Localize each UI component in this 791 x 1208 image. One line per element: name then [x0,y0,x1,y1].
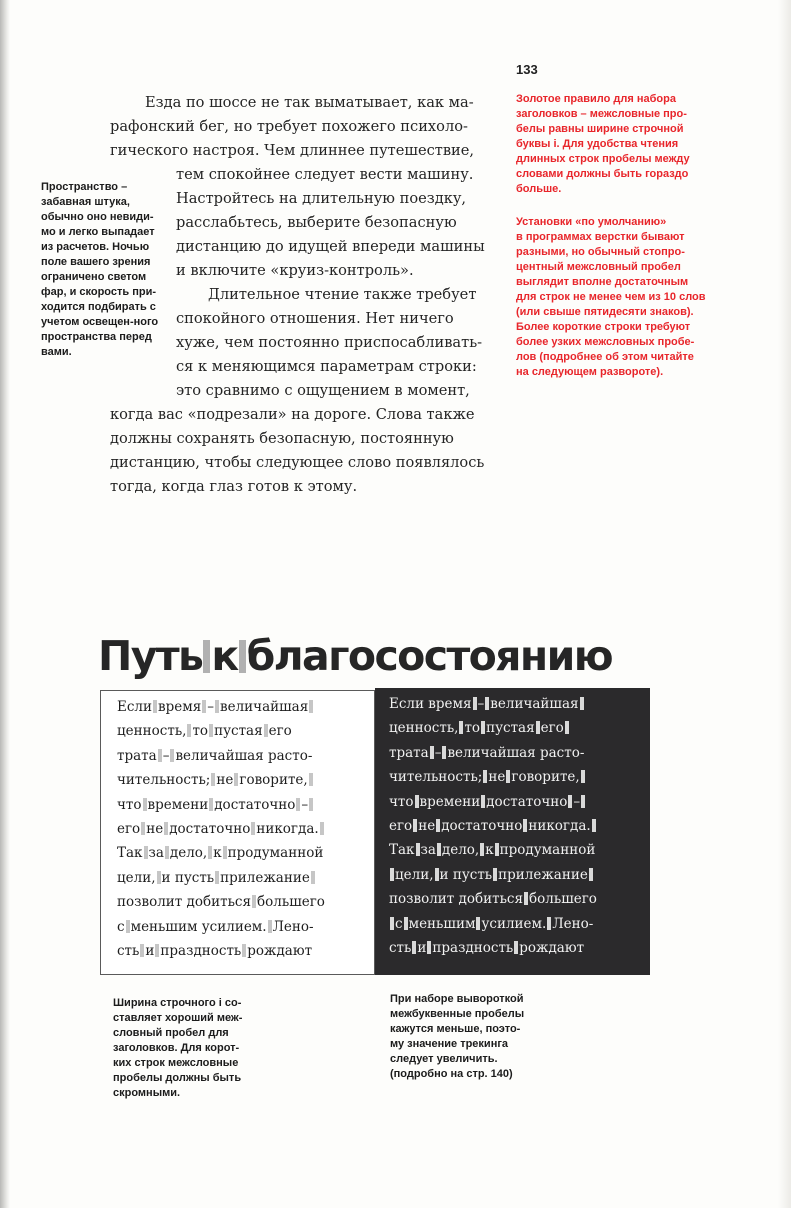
word-space-marker [209,724,213,737]
sample-word: времени [419,793,481,810]
sample-word: прилежание [498,866,588,883]
red-note-line: буквы i. Для удобства чтения [516,138,679,150]
sample-word: за [148,845,164,862]
word-space-marker [268,920,272,933]
word-space-marker [251,822,255,835]
sample-word: Лено- [552,915,594,932]
main-text-line: рафонский бег, но требует похожего психоло- [110,118,468,135]
sample-word: и [145,943,155,959]
word-space-marker [413,819,417,832]
word-space-marker [568,795,572,808]
caption-line: При наборе вывороткой [390,993,524,1005]
sample-word: и [417,940,427,956]
red-note-line: лов (подробнее об этом читайте [516,351,694,363]
sample-word: к [213,845,222,862]
caption-line: кажутся меньше, поэто- [390,1023,521,1035]
word-space-marker [208,846,212,859]
sample-word: его [540,720,564,737]
sample-word: достаточно [486,793,568,810]
sample-word: то [192,723,209,740]
sample-word: усилием. [481,915,547,932]
word-space-marker [404,917,408,930]
sample-line [117,772,314,788]
sample-word: Так [389,842,415,859]
sample-word: что [117,796,142,813]
main-text-line: дистанцию до идущей впереди машины [176,238,485,255]
word-space-marker [320,822,324,835]
sample-word: – [434,744,442,761]
sample-box-light [100,690,375,975]
heading-space-marker [239,640,246,673]
sample-word: и пусть [439,866,493,883]
caption-line: ких строк межсловные [113,1057,239,1069]
word-space-marker [427,941,431,954]
sample-word: что [389,793,414,810]
caption-line: заголовков. Для корот- [113,1042,240,1054]
red-note-line: заголовков – межсловные про- [516,108,687,120]
word-space-marker [165,846,169,859]
word-space-marker [436,819,440,832]
sample-word: дело, [441,842,480,859]
word-space-marker [223,846,227,859]
red-note-line: больше. [516,183,562,195]
word-space-marker [158,749,162,762]
sample-word: ценность, [117,723,187,740]
word-space-marker [524,892,528,905]
sample-line [117,748,312,764]
word-space-marker [141,822,145,835]
sample-word: продуманной [227,845,324,862]
sample-word: к [485,842,494,859]
sample-word: сть [389,940,412,956]
sample-word: величайшая расто- [447,744,585,761]
sample-word: и пусть [161,869,215,886]
sample-line [389,940,584,956]
red-note-line: центный межсловный пробел [516,261,681,273]
sample-line [117,894,325,910]
sample-word: рождают [519,940,585,956]
sample-line [389,867,594,883]
page-number: 133 [516,62,538,77]
red-note-line: разными, но обычный стопро- [516,246,685,258]
sample-word: прилежание [220,869,310,886]
word-space-marker [202,700,206,713]
red-note-line: для строк не менее чем из 10 слов [516,291,706,303]
word-space-marker [390,917,394,930]
red-note-line: Установки «по умолчанию» [516,216,667,228]
word-space-marker [592,819,596,832]
sample-word: рождают [247,943,313,959]
heading-word: Путь [98,632,203,680]
main-text-line: расслабьтесь, выберите безопасную [176,214,457,231]
sample-word: не [488,769,506,786]
sample-word: времени [147,796,209,813]
word-space-marker [311,871,315,884]
heading-word: благосостоянию [246,632,613,680]
sample-word: достаточно [441,818,523,834]
word-space-marker [264,724,268,737]
caption-line: Ширина строчного i со- [113,997,242,1009]
sample-word: говорите, [239,772,308,789]
word-space-marker [480,843,484,856]
sample-word: Если время [389,696,472,712]
sample-word: – [162,747,170,764]
sample-word: его [389,818,413,834]
sample-line [117,870,316,886]
caption-line: (подробно на стр. 140) [390,1068,513,1080]
sample-line [117,821,325,837]
heading-word: к [211,632,238,680]
caption-line: му значение трекинга [390,1038,509,1050]
sample-word: не [216,772,234,789]
sample-word: позволит добиться [117,894,252,911]
sample-word: праздность [432,940,514,956]
main-text-line: Настройтесь на длительную поездку, [176,190,467,207]
margin-note-left: Пространство – забавная штука, обычно оно невиди-мо и легко выпадает из расчетов. Ночью поле вашего зрения ограничено светом фар, и скорость при-ходится подбирать с учетом освещен-ного пространства перед вами. [41,181,159,358]
word-space-marker [589,868,593,881]
sample-line [389,745,584,761]
sample-word: пустая [214,723,263,740]
word-space-marker [581,795,585,808]
main-text-line: и включите «круиз-контроль». [176,262,414,279]
sample-word: дело, [169,845,208,862]
sample-box-dark [375,688,650,975]
sample-word: цели, [395,866,434,883]
word-space-marker [481,795,485,808]
sample-word: с [395,915,403,932]
red-note-line: выглядит вполне достаточным [516,276,689,288]
word-space-marker [415,795,419,808]
caption-line: словный пробел для [113,1027,229,1039]
word-space-marker [412,941,416,954]
sample-word: за [420,842,436,859]
sample-line [117,699,314,715]
sample-word: чительность; [117,772,211,789]
word-space-marker [536,721,540,734]
heading-space-marker [203,640,210,673]
sample-word: – [207,699,214,715]
word-space-marker [211,773,215,786]
word-space-marker [170,749,174,762]
main-text-line: тогда, когда глаз готов к этому. [110,478,358,495]
main-text-line: Длительное чтение также требует [208,286,477,303]
sample-word: большего [257,894,325,911]
caption-line: следует увеличить. [390,1053,498,1065]
main-text-line: хуже, чем постоянно приспосабливать- [176,334,483,351]
caption-line: ставляет хороший меж- [113,1012,243,1024]
red-note-line: длинных строк пробелы между [516,153,690,165]
sample-word: его [268,723,292,740]
sample-line [389,891,597,907]
red-note-line: на следующем развороте). [516,366,664,378]
word-space-marker [296,798,300,811]
word-space-marker [547,917,551,930]
word-space-marker [416,843,420,856]
main-text-line: спокойного отношения. Нет ничего [176,310,454,327]
word-space-marker [473,697,477,710]
sample-word: величайшая расто- [175,747,313,764]
sample-line [389,916,593,932]
word-space-marker [143,798,147,811]
red-note-line: Золотое правило для набора [516,93,676,105]
sample-word: не [418,818,436,834]
sample-word: Лено- [272,918,314,935]
word-space-marker [252,895,256,908]
sample-word: меньшим [408,915,476,932]
red-note-line: белы равны ширине строчной [516,123,684,135]
main-text-line: когда вас «подрезали» на дороге. Слова также [110,406,475,423]
word-space-marker [485,697,489,710]
sample-line [117,943,312,959]
sample-word: большего [529,891,597,908]
sample-word: его [117,821,141,837]
sample-word: говорите, [511,769,580,786]
main-text-line: должны сохранять безопасную, постоянную [110,430,454,447]
word-space-marker [140,944,144,957]
sample-word: цели, [117,869,156,886]
word-space-marker [581,770,585,783]
main-text-line: гического настроя. Чем длиннее путешествие, [110,142,475,159]
word-space-marker [430,746,434,759]
sample-word: ценность, [389,720,459,737]
main-text-line: дистанцию, чтобы следующее слово появлялось [110,454,485,471]
sample-word: сть [117,943,140,959]
sample-line [117,723,292,739]
sample-word: достаточно [214,796,296,813]
sample-word: не [146,821,164,837]
sample-word: – [477,696,485,712]
word-space-marker [153,700,157,713]
word-space-marker [580,697,584,710]
word-space-marker [157,871,161,884]
sample-word: Если [117,699,152,715]
red-note-line: Более короткие строки требуют [516,321,691,333]
sample-word: продуманной [499,842,596,859]
page-edge-shadow [778,0,791,1208]
main-text-line: это сравнимо с ощущением в момент, [176,382,470,399]
caption-line: скромными. [113,1087,181,1099]
red-note-line: более узких межсловных пробе- [516,336,695,348]
word-space-marker [437,843,441,856]
sample-word: меньшим усилием. [130,918,267,935]
caption-line: межбуквенные пробелы [390,1008,525,1020]
sample-word: величайшая [220,699,309,715]
word-space-marker [126,920,130,933]
sample-word: – [573,793,581,810]
word-space-marker [493,868,497,881]
book-spine-shadow [0,0,10,1208]
word-space-marker [523,819,527,832]
section-heading [98,632,612,680]
word-space-marker [506,770,510,783]
word-space-marker [209,798,213,811]
sample-word: чительность; [389,769,483,786]
red-note-line: в программах верстки бывают [516,231,685,243]
sample-line [389,818,597,834]
word-space-marker [215,871,219,884]
sample-word: праздность [160,943,242,959]
word-space-marker [144,846,148,859]
sample-line [117,797,314,813]
sample-word: с [117,918,125,935]
red-note-line: словами должны быть гораздо [516,168,689,180]
word-space-marker [309,700,313,713]
word-space-marker [481,721,485,734]
word-space-marker [442,746,446,759]
word-space-marker [514,941,518,954]
word-space-marker [187,724,191,737]
sample-word: Так [117,845,143,862]
margin-note-red-top [516,92,726,197]
word-space-marker [215,700,219,713]
main-text-line: тем спокойнее следует вести машину. [176,166,474,183]
sample-word: никогда. [528,818,591,834]
sample-line [117,919,314,935]
caption-right [390,992,550,1082]
word-space-marker [164,822,168,835]
sample-word: – [301,796,309,813]
word-space-marker [234,773,238,786]
sample-word: пустая [486,720,535,737]
sample-word: позволит добиться [389,891,524,908]
word-space-marker [309,798,313,811]
sample-word: время [158,699,202,715]
sample-word: никогда. [256,821,319,837]
sample-line [389,842,595,858]
word-space-marker [459,721,463,734]
sample-line [389,769,586,785]
word-space-marker [476,917,480,930]
red-note-line: (или свыше пятидесяти знаков). [516,306,694,318]
caption-left [113,996,273,1101]
sample-line [117,845,323,861]
word-space-marker [565,721,569,734]
margin-note-red-bottom [516,215,726,380]
sample-line [389,720,570,736]
word-space-marker [242,944,246,957]
word-space-marker [483,770,487,783]
sample-word: трата [389,744,429,761]
word-space-marker [155,944,159,957]
main-text-line: Езда по шоссе не так выматывает, как ма- [145,94,474,111]
word-space-marker [390,868,394,881]
main-text-line: ся к меняющимся параметрам строки: [176,358,477,375]
word-space-marker [309,773,313,786]
caption-line: пробелы должны быть [113,1072,242,1084]
sample-line [389,794,586,810]
word-space-marker [435,868,439,881]
sample-word: то [464,720,481,737]
sample-word: величайшая [490,696,579,712]
word-space-marker [495,843,499,856]
sample-line [389,696,585,712]
sample-word: трата [117,747,157,764]
sample-word: достаточно [169,821,251,837]
